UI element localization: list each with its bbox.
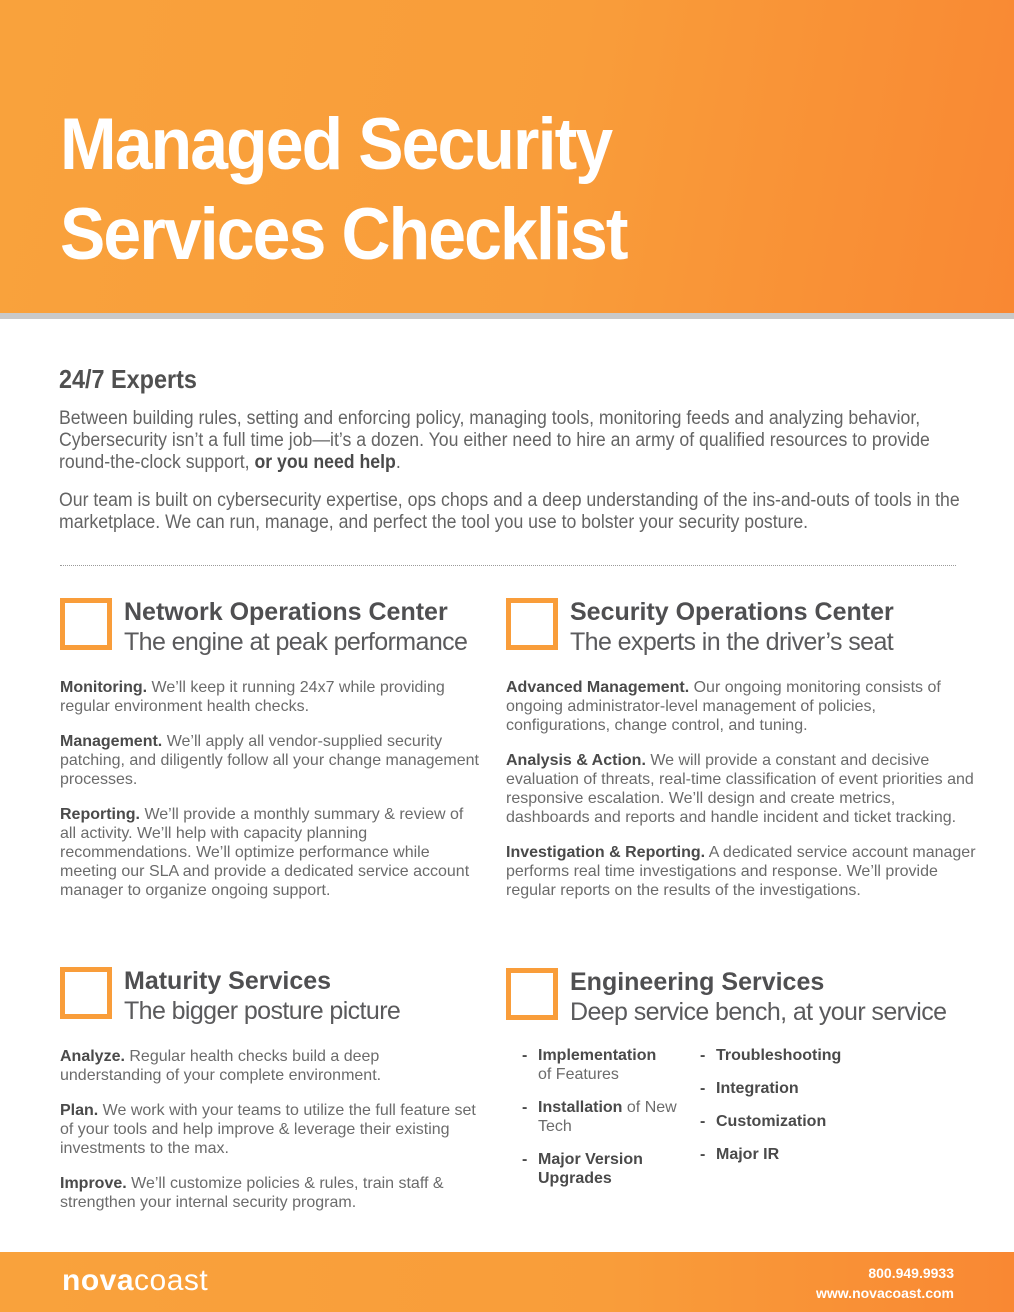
list-item — [506, 751, 976, 827]
item-label: Major IR — [716, 1146, 780, 1163]
intro-p1-end: . — [395, 452, 401, 473]
intro-paragraph-1 — [59, 408, 980, 474]
item-label: Customization — [716, 1113, 827, 1130]
item-text: Our ongoing monitoring consists of ongoing administrator-level management of policies, configurations, change control, and tuning. — [506, 679, 941, 734]
list-item — [60, 678, 480, 716]
section-title: Security Operations Center — [570, 598, 894, 626]
hero-divider — [0, 313, 1014, 319]
website-link[interactable]: www.novacoast.com — [816, 1285, 954, 1301]
item-label: Integration — [716, 1080, 799, 1097]
checkbox-icon[interactable] — [60, 967, 112, 1019]
dash-bullet-icon: - — [700, 1113, 706, 1130]
item-text: We’ll customize policies & rules, train staff & strengthen your internal security program. — [60, 1175, 444, 1211]
item-label: Analysis & Action. — [506, 752, 646, 769]
item-label: Major Version Upgrades — [538, 1151, 643, 1187]
dotted-divider — [60, 565, 956, 566]
list-item — [522, 1098, 702, 1136]
list-item — [60, 805, 480, 900]
footer-bar — [0, 1252, 1014, 1312]
list-item — [700, 1145, 880, 1164]
list-item — [60, 732, 480, 789]
item-text: Regular health checks build a deep understanding of your complete environment. — [60, 1048, 382, 1084]
list-item — [700, 1046, 880, 1065]
intro-p1-text: Between building rules, setting and enforcing policy, managing tools, monitoring feeds and analyzing behavior, Cybersecurity isn’t a full time job—it’s a dozen. You either need to hire an army of qualified resources to provide round-the-clock support, — [59, 408, 930, 473]
item-label: Management. — [60, 733, 163, 750]
section-items — [60, 678, 480, 916]
dash-bullet-icon: - — [700, 1080, 706, 1097]
item-label: Advanced Management. — [506, 679, 690, 696]
logo-light: coast — [134, 1264, 209, 1297]
list-item — [506, 678, 976, 735]
list-item — [60, 1101, 480, 1158]
checkbox-icon[interactable] — [506, 598, 558, 650]
item-label: Analyze. — [60, 1048, 125, 1065]
list-item — [522, 1046, 702, 1084]
item-label: Monitoring. — [60, 679, 148, 696]
list-item — [522, 1150, 658, 1188]
item-label: Plan. — [60, 1102, 99, 1119]
item-text: We will provide a constant and decisive evaluation of threats, real-time classification of event priorities and responsive escalation. We’ll design and create metrics, dashboards and reports and handle incident and ticket tracking. — [506, 752, 974, 826]
section-subtitle: The experts in the driver’s seat — [570, 628, 894, 656]
engineering-column-2 — [700, 1046, 880, 1178]
item-text: of Features — [538, 1066, 619, 1083]
section-title: Engineering Services — [570, 968, 825, 996]
intro-heading: 24/7 Experts — [59, 364, 197, 394]
intro-paragraph-2: Our team is built on cybersecurity expertise, ops chops and a deep understanding of the ins-and-outs of tools in the marketplace. We can run, manage, and perfect the tool you use to bolster your security posture. — [59, 490, 960, 533]
item-label: Improve. — [60, 1175, 127, 1192]
dash-bullet-icon: - — [700, 1146, 706, 1163]
section-items — [60, 1047, 480, 1228]
section-title: Maturity Services — [124, 967, 332, 995]
dash-bullet-icon: - — [700, 1047, 706, 1064]
title-line-2: Services Checklist — [60, 194, 627, 275]
list-item — [60, 1047, 480, 1085]
item-label: Installation — [538, 1099, 623, 1116]
item-label: Implementation — [538, 1047, 657, 1064]
item-text: of New Tech — [538, 1099, 677, 1135]
item-text: We’ll keep it running 24x7 while providing regular environment health checks. — [60, 679, 445, 715]
dash-bullet-icon: - — [522, 1151, 528, 1168]
phone-number: 800.949.9933 — [868, 1265, 954, 1281]
list-item — [506, 843, 976, 900]
contact-info — [816, 1263, 954, 1303]
page-title — [60, 100, 627, 280]
item-text: We work with your teams to utilize the full feature set of your tools and help improve & leverage their existing investments to the max. — [60, 1102, 476, 1157]
list-item — [60, 1174, 480, 1212]
section-subtitle: The engine at peak performance — [124, 628, 468, 656]
item-text: We’ll apply all vendor-supplied security patching, and diligently follow all your change management processes. — [60, 733, 479, 788]
hero-banner — [0, 0, 1014, 313]
section-subtitle: The bigger posture picture — [124, 997, 401, 1025]
intro-p1-emphasis: or you need help — [254, 452, 396, 473]
checkbox-icon[interactable] — [60, 598, 112, 650]
item-text: We’ll provide a monthly summary & review of all activity. We’ll help with capacity planning recommendations. We’ll optimize performance while meeting our SLA and provide a dedicated service account manager to organize ongoing support. — [60, 806, 470, 899]
item-text: A dedicated service account manager performs real time investigations and response. We’ll provide regular reports on the results of the investigations. — [506, 844, 976, 899]
dash-bullet-icon: - — [522, 1099, 528, 1116]
section-subtitle: Deep service bench, at your service — [570, 998, 947, 1026]
logo-bold: nova — [62, 1264, 135, 1297]
checkbox-icon[interactable] — [506, 968, 558, 1020]
item-label: Reporting. — [60, 806, 140, 823]
list-item — [700, 1079, 880, 1098]
engineering-column-1 — [522, 1046, 702, 1202]
novacoast-logo — [62, 1264, 208, 1298]
title-line-1: Managed Security — [60, 104, 612, 185]
section-title: Network Operations Center — [124, 598, 448, 626]
list-item — [700, 1112, 880, 1131]
item-label: Investigation & Reporting. — [506, 844, 706, 861]
section-items — [506, 678, 976, 916]
item-label: Troubleshooting — [716, 1047, 842, 1064]
dash-bullet-icon: - — [522, 1047, 528, 1064]
